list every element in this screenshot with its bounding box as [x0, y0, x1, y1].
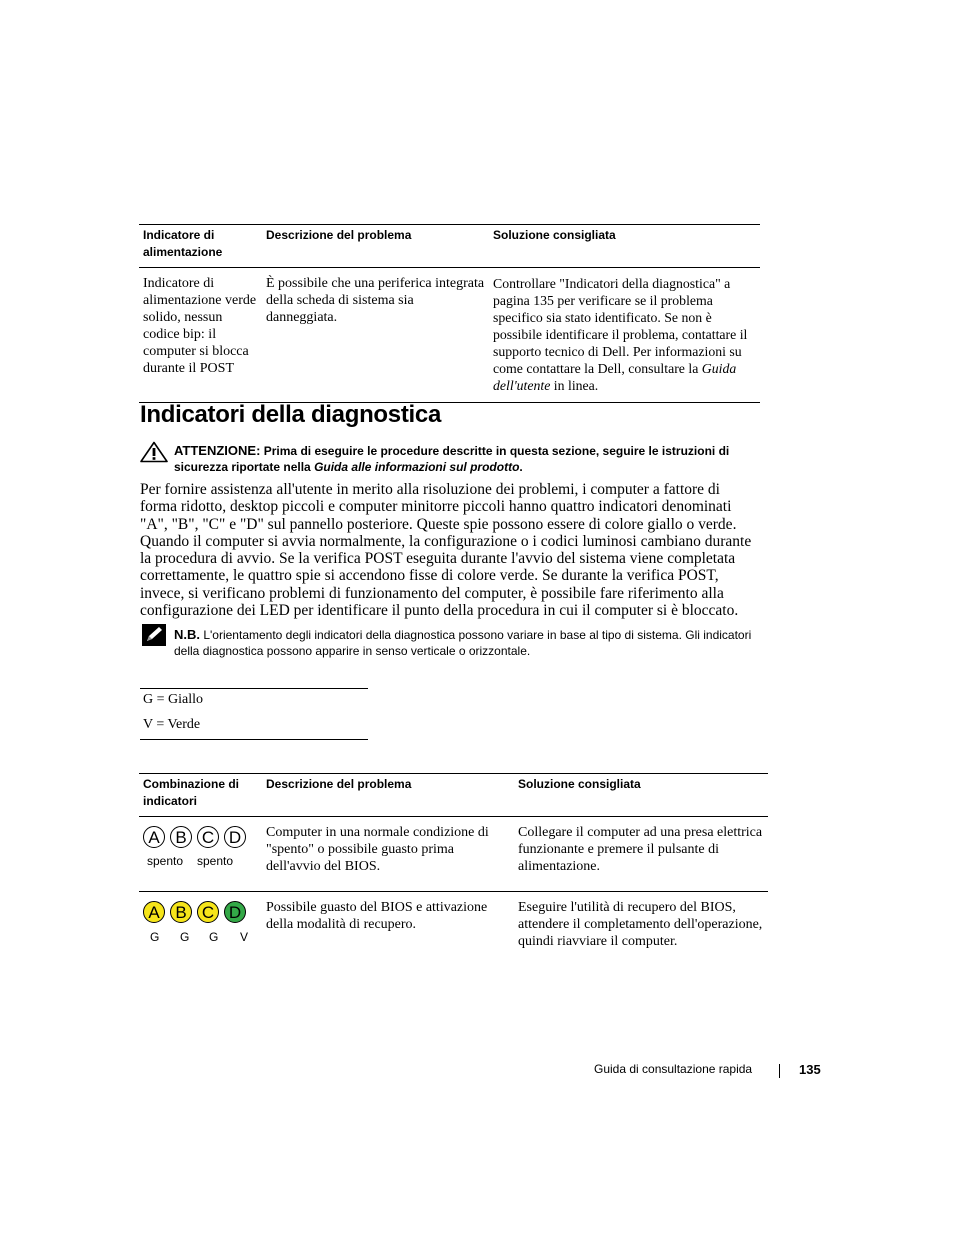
footer-guide-title: Guida di consultazione rapida: [594, 1062, 753, 1076]
led-caption: spento: [197, 854, 234, 868]
table-cell: Possibile guasto del BIOS e attivazione della modalità di recupero.: [266, 900, 488, 932]
led-a-yellow-icon: A: [143, 901, 165, 923]
table-header-row: [139, 225, 760, 268]
power-indicator-table: [139, 224, 760, 403]
table-header-row: [139, 774, 768, 817]
color-legend: [140, 688, 368, 740]
warning-icon: [140, 441, 168, 468]
table-cell: [489, 268, 760, 403]
section-title: Indicatori della diagnostica: [140, 401, 441, 428]
guide-title-reference: Guida dell'utente: [493, 361, 737, 393]
led-b-off-icon: B: [170, 826, 192, 848]
legend-green: V = Verde: [143, 717, 201, 732]
legend-yellow: G = Giallo: [143, 692, 203, 707]
column-header: Combinazione di indicatori: [139, 774, 262, 817]
table-cell: Eseguire l'utilità di recupero del BIOS, attendere il completamento dell'operazione, quindi riavviare il computer.: [518, 900, 763, 949]
caution-label: ATTENZIONE:: [174, 443, 261, 458]
led-caption: G: [180, 930, 190, 944]
note-text: L'orientamento degli indicatori della diagnostica possono variare in base al tipo di sistema. Gli indicatori della diagnostica possono apparire in senso verticale o orizzontale.: [174, 628, 752, 658]
led-group: [143, 826, 246, 848]
caution-guide-reference: Guida alle informazioni sul prodotto: [314, 460, 520, 474]
cell-text: in linea.: [550, 378, 599, 393]
led-combination-cell: [139, 892, 262, 976]
table-cell: Collegare il computer ad una presa elettrica funzionante e premere il pulsante di alimentazione.: [514, 817, 768, 892]
column-header: Soluzione consigliata: [489, 225, 760, 268]
led-group: [143, 901, 246, 923]
note-label: N.B.: [174, 627, 200, 642]
intro-paragraph: Per fornire assistenza all'utente in merito alla risoluzione dei problemi, i computer a fattore di forma ridotto, desktop piccoli e computer minitorre piccoli hanno quattro indicatori denominati "A", "B", "C" e "D" sul pannello posteriore. Queste spie possono essere di colore giallo o verde. Quando il computer si avvia normalmente, la configurazione o i codici luminosi cambiano durante la procedura di avvio. Se la verifica POST eseguita durante l'avvio del sistema viene completata correttamente, le quattro spie si accendono fisse di colore verde. Se durante la verifica POST, invece, si verificano problemi di funzionamento del computer, è possibile fare riferimento alla configurazione dei LED per identificare il punto della procedura in cui il computer si è bloccato.: [140, 481, 752, 620]
led-a-off-icon: A: [143, 826, 165, 848]
led-caption: G: [209, 930, 219, 944]
caution-end: .: [519, 460, 523, 474]
led-b-yellow-icon: B: [170, 901, 192, 923]
footer-divider: [779, 1064, 780, 1078]
table-cell: È possibile che una periferica integrata della scheda di sistema sia danneggiata.: [262, 268, 489, 403]
column-header: Indicatore di alimentazione: [139, 225, 262, 268]
column-header: Soluzione consigliata: [514, 774, 768, 817]
table-row: [139, 892, 768, 976]
cell-text: Controllare "Indicatori della diagnostica" a pagina 135 per verificare se il problema specifico sia stato identificato. Se non è possibile identificare il problema, contattare il supporto tecnico di Dell. Per informazioni su come contattare la Dell, consultare la: [493, 276, 748, 376]
led-c-yellow-icon: C: [197, 901, 219, 923]
page-number: 135: [799, 1062, 821, 1077]
led-c-off-icon: C: [197, 826, 219, 848]
column-header: Descrizione del problema: [262, 774, 514, 817]
led-combination-cell: [139, 817, 262, 892]
led-caption: V: [240, 930, 249, 944]
caution-text: Prima di eseguire le procedure descritte in questa sezione, seguire le istruzioni di sicurezza riportate nella: [174, 444, 730, 474]
table-cell: Indicatore di alimentazione verde solido, nessun codice bip: il computer si blocca durante il POST: [139, 268, 262, 403]
column-header: Descrizione del problema: [262, 225, 489, 268]
led-caption: G: [150, 930, 160, 944]
pencil-note-icon: [142, 624, 166, 651]
led-caption: spento: [147, 854, 184, 868]
table-row: [139, 268, 760, 403]
table-cell: Computer in una normale condizione di "spento" o possibile guasto prima dell'avvio del BIOS.: [262, 817, 514, 892]
diagnostic-lights-table: [139, 773, 768, 976]
table-row: [139, 817, 768, 892]
led-d-off-icon: D: [224, 826, 246, 848]
led-d-green-icon: D: [224, 901, 246, 923]
